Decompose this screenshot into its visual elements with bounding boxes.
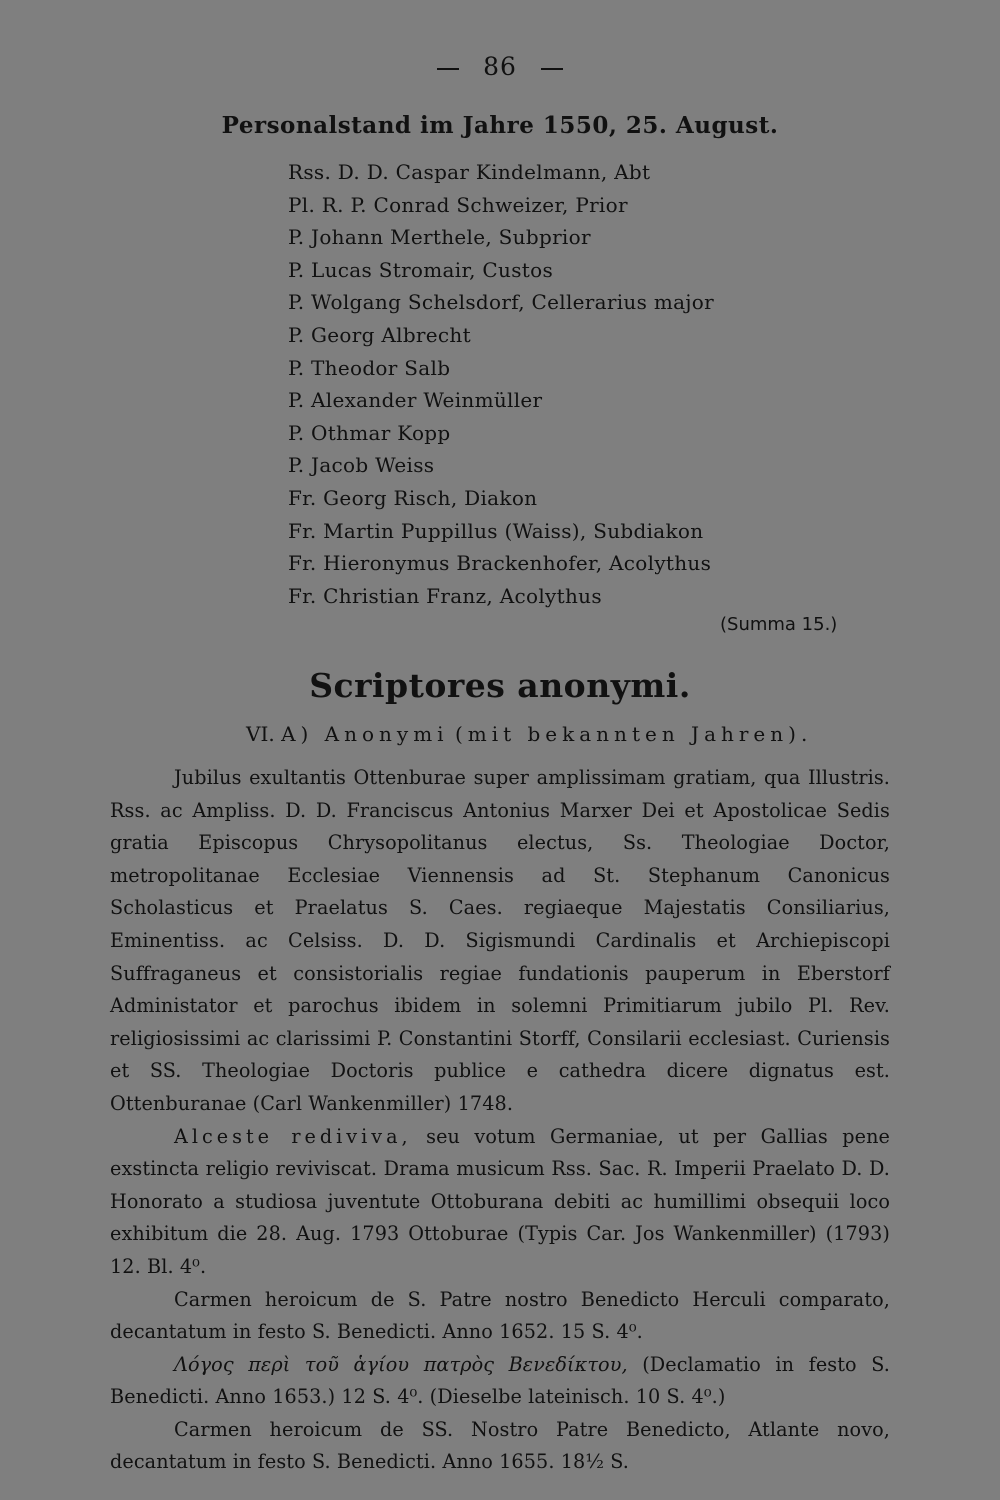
entry-logos-text: (Declamatio in festo S. Benedicti. Anno 1653.) 12 S. 4⁰. (Dieselbe lateinisch. 10 S. 4⁰.) bbox=[110, 1352, 890, 1409]
roster-item: Rss. D. D. Caspar Kindelmann, Abt bbox=[288, 160, 651, 184]
roster-item: Fr. Christian Franz, Acolythus bbox=[288, 583, 602, 608]
roster-item: Fr. Hieronymus Brackenhofer, Acolythus bbox=[288, 551, 712, 576]
roster-item: P. Johann Merthele, Subprior bbox=[288, 225, 591, 250]
roster-item: Fr. Georg Risch, Diakon bbox=[288, 485, 538, 510]
entry-jubilus: Jubilus exultantis Ottenburae super amplissimam gratiam, qua Illustris. Rss. ac Ampliss. D. D. Franciscus Antonius Marxer Dei et Apostolicae Sedis gratia Episcopus Chrysopolitanus electus, Ss. Theologiae Doctor, metropolitanae Ecclesiae Viennensis ad St. Stephanum Canonicus Scholasticus et Praelatus S. Caes. regiaeque Majestatis Consiliarius, Eminentiss. ac Celsiss. D. D. Sigismundi Cardinalis et Archiepiscopi Suffraganeus et consistorialis regiae fundationis pauperum in Eberstorf Administator et parochus ibidem in solemni Primitiarum jubilo Pl. Rev. religiosissimi ac clarissimi P. Constantini Storff, Consilarii ecclesiast. Curiensis et SS. Theologiae Doctoris publice e cathedra dicere dignatus est. Ottenburanae (Carl Wankenmiller) 1748. bbox=[110, 766, 890, 1115]
subheading-label: A) Anonymi bbox=[281, 722, 449, 746]
roster-item: P. Othmar Kopp bbox=[288, 420, 451, 445]
roster-item: Fr. Martin Puppillus (Waiss), Subdiakon bbox=[288, 518, 704, 543]
entry-logos-greek-title: Λόγος περὶ τοῦ ἁγίου πατρὸς Βενεδίκτου, bbox=[174, 1352, 628, 1376]
entry-carmen-1655: Carmen heroicum de SS. Nostro Patre Benedicto, Atlante novo, decantatum in festo S. Benedicti. Anno 1655. 18½ S. bbox=[110, 1417, 890, 1474]
entry-alceste-title: Alceste rediviva, bbox=[174, 1124, 412, 1148]
page-number-dash-left bbox=[437, 68, 459, 70]
section-heading: Scriptores anonymi. bbox=[309, 666, 691, 705]
entry-logos bbox=[110, 1349, 890, 1414]
entry-alceste-text: seu votum Germaniae, ut per Gallias pene exstincta religio reviviscat. Drama musicum Rss. Sac. R. Imperii Praelato D. D. Honorato a studiosa juventute Ottoburana debiti ac humillimi obsequii loco exhibitum die 28. Aug. 1793 Ottoburae (Typis Car. Jos Wankenmiller) (1793) 12. Bl. 4⁰. bbox=[110, 1124, 890, 1278]
roster-summa: (Summa 15.) bbox=[720, 614, 838, 635]
roster-item: P. Jacob Weiss bbox=[288, 453, 435, 478]
subheading-spaced: (mit bekannten Jahren). bbox=[454, 722, 813, 746]
entry-alceste bbox=[110, 1121, 890, 1284]
subheading-number: VI. bbox=[246, 722, 275, 746]
roster-heading: Personalstand im Jahre 1550, 25. August. bbox=[221, 112, 779, 139]
entry-carmen-1652: Carmen heroicum de S. Patre nostro Benedicto Herculi comparato, decantatum in festo S. Benedicti. Anno 1652. 15 S. 4⁰. bbox=[110, 1287, 890, 1344]
roster-item: P. Lucas Stromair, Custos bbox=[288, 257, 554, 282]
roster-item: P. Theodor Salb bbox=[288, 355, 451, 380]
roster-list bbox=[288, 156, 714, 612]
entries-body bbox=[110, 762, 890, 1479]
page-number-dash-right bbox=[541, 68, 563, 70]
roster-item: P. Georg Albrecht bbox=[288, 322, 471, 347]
roster-item: P. Alexander Weinmüller bbox=[288, 388, 543, 413]
page-number-value: 86 bbox=[483, 52, 517, 81]
subheading bbox=[246, 722, 812, 746]
roster-item: Pl. R. P. Conrad Schweizer, Prior bbox=[288, 192, 628, 217]
roster-item: P. Wolgang Schelsdorf, Cellerarius major bbox=[288, 290, 715, 315]
page-number bbox=[0, 52, 1000, 81]
